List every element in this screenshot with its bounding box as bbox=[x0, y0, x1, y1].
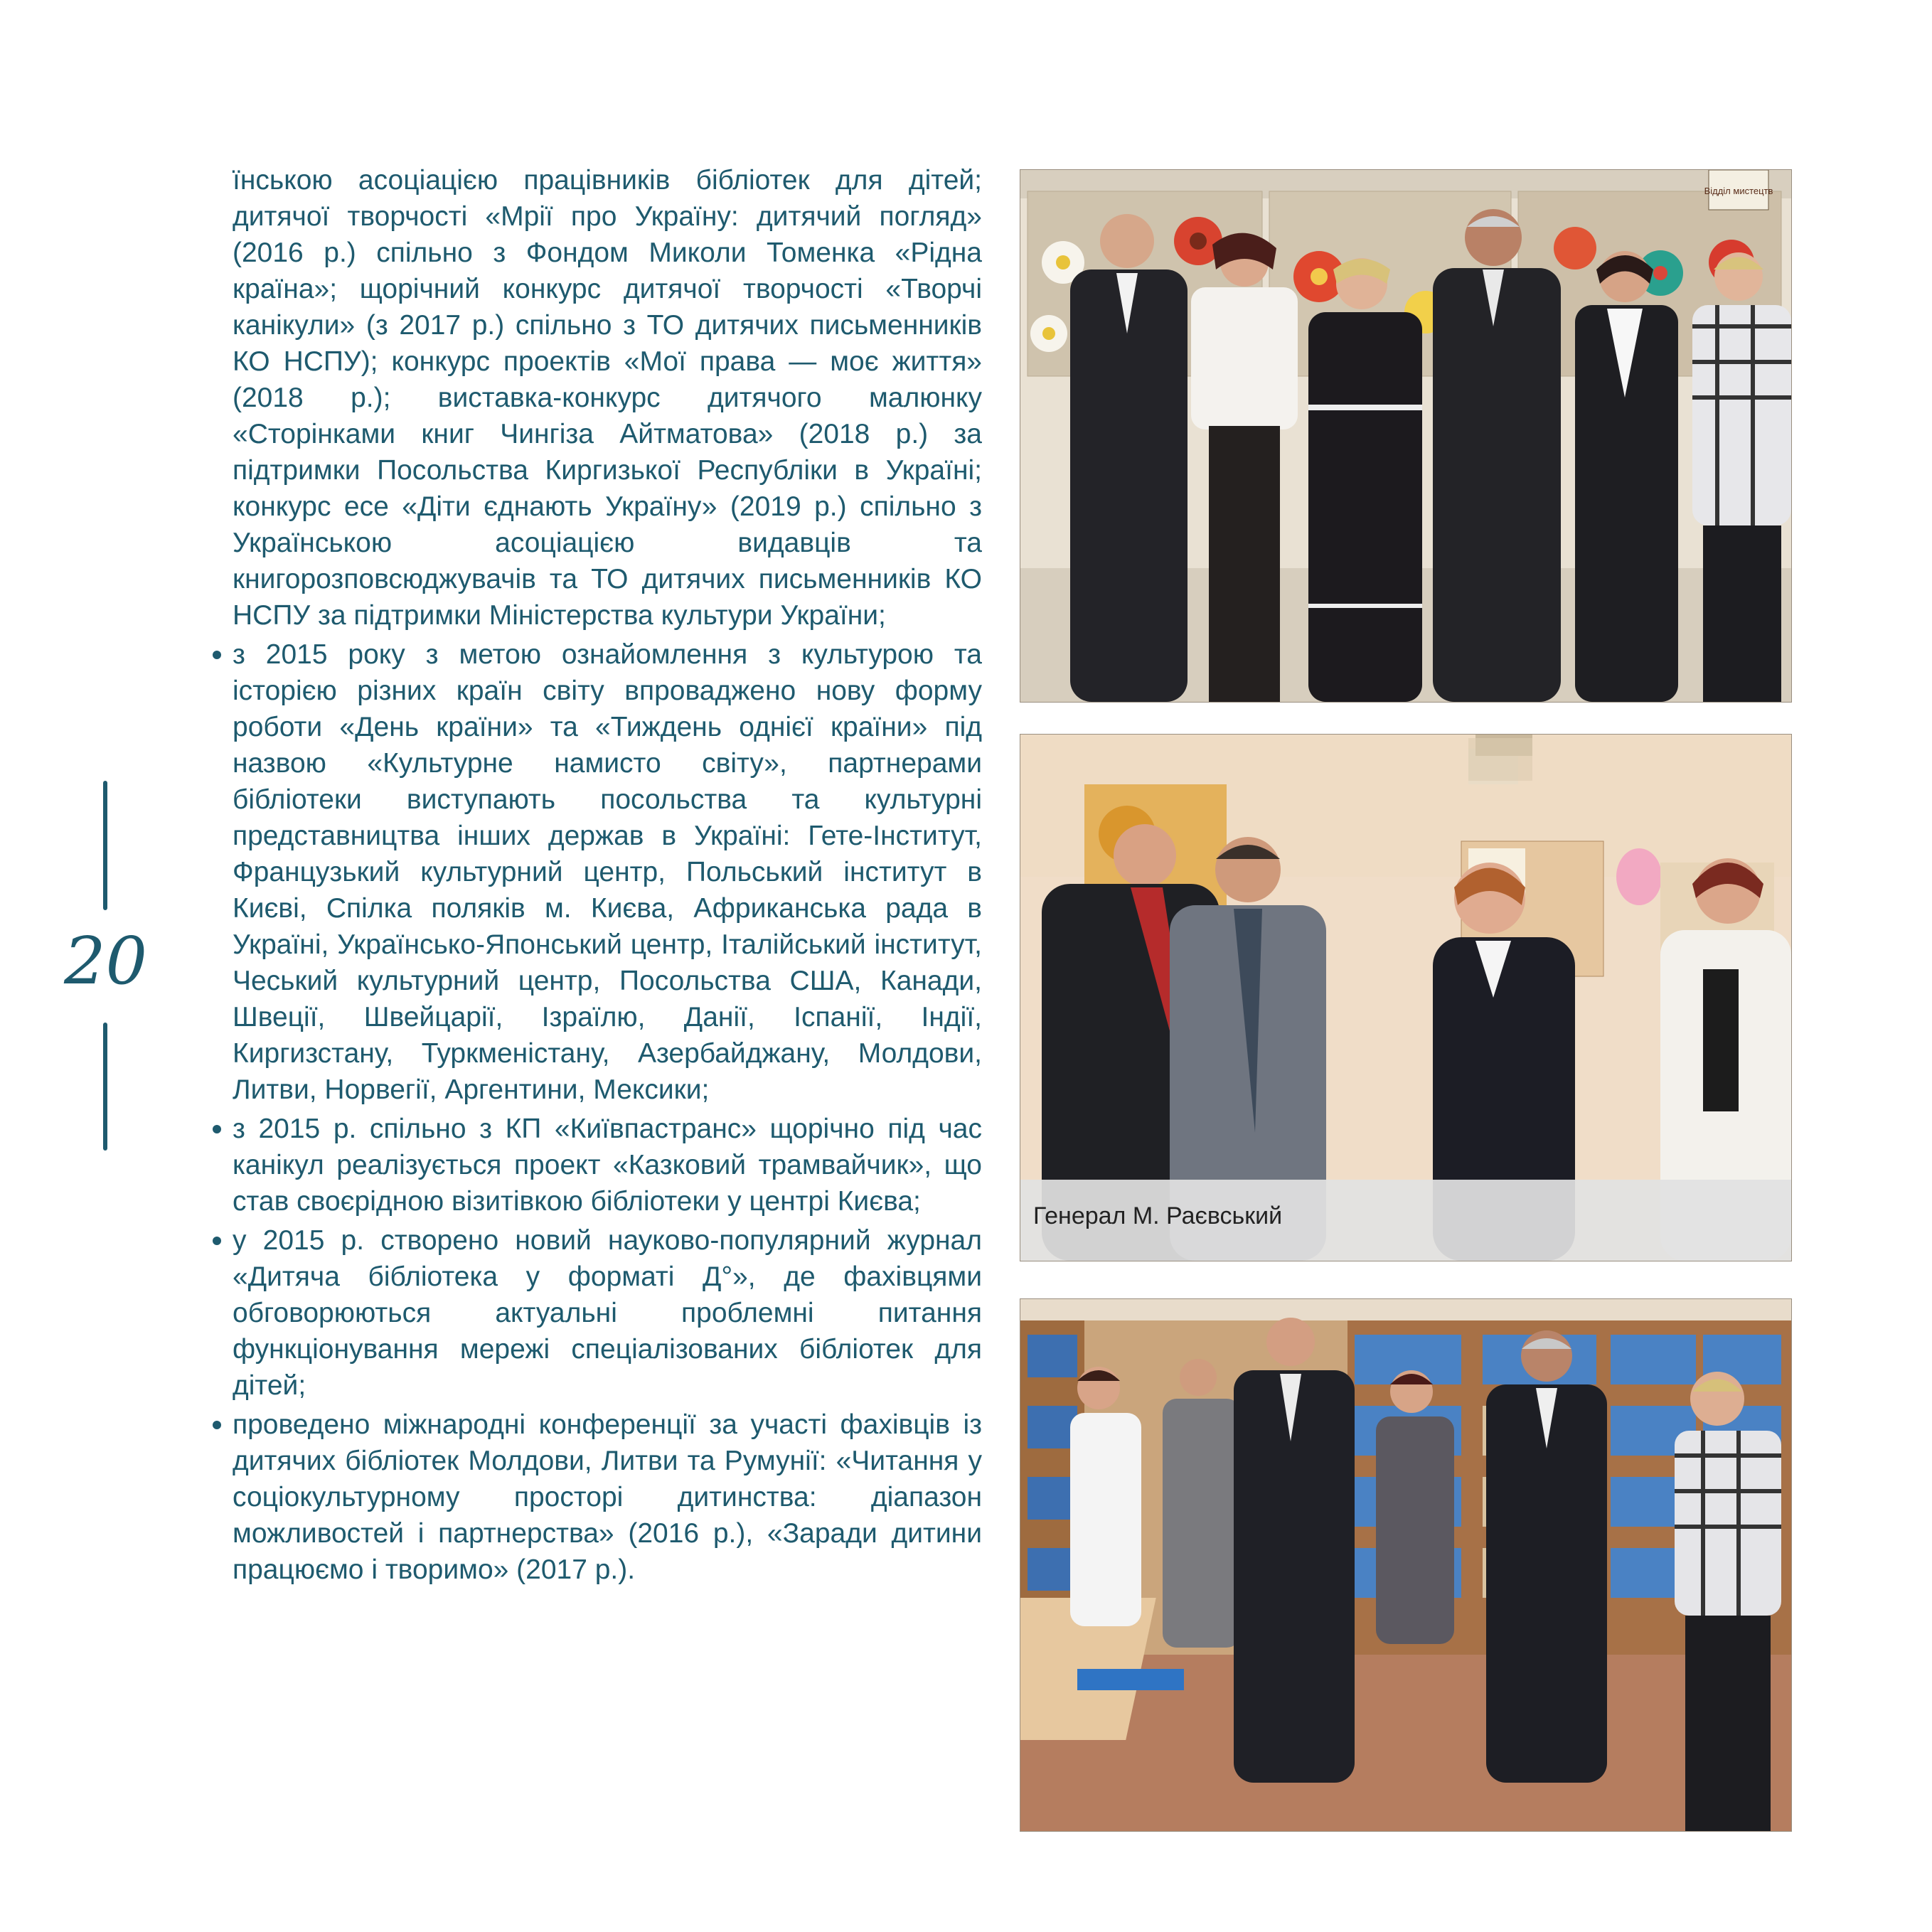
page-number: 20 bbox=[64, 923, 148, 999]
list-item bbox=[233, 636, 982, 1108]
conversation-photo bbox=[1020, 734, 1792, 1261]
person bbox=[1692, 252, 1791, 702]
page-rule-top bbox=[103, 781, 107, 910]
bullet-icon bbox=[213, 1421, 221, 1429]
list-item-text: з 2015 р. спільно з КП «Київпастранс» щорічно під час канікул реалізується проект «Казковий трамвайчик», що став своєрідною візитівкою бібліотеки у центрі Києва; bbox=[233, 1114, 982, 1217]
bullet-list bbox=[233, 636, 982, 1588]
person bbox=[1675, 1372, 1781, 1831]
library-visit-photo-image bbox=[1020, 1299, 1791, 1831]
list-item bbox=[233, 1407, 982, 1588]
person bbox=[1070, 214, 1188, 702]
list-item-text: у 2015 р. створено новий науково-популярний журнал «Дитяча бібліотека у форматі Д°», де фахівцями обговорюються актуальні проблемні питання функціонування мережі спеціалізованих бібліотек для дітей; bbox=[233, 1225, 982, 1401]
list-item-text: з 2015 року з метою ознайомлення з культурою та історією різних країн світу впроваджено нову форму роботи «День країни» та «Тиждень однієї країни» під назвою «Культурне намисто світу», партнерами бібліотеки виступають посольства та культурні представництва інших держав в Україні: Гете-Інститут, Французький культурний центр, Польський інститут в Києві, Спілка поляків м. Києва, Африканська рада в Україні, Українсько-Японський центр, Італійський інститут, Чеський культурний центр, Посольства США, Канади, Швеції, Швейцарії, Ізраїлю, Данії, Іспанії, Індії, Киргизстану, Туркменістану, Азербайджану, Молдови, Литви, Норвегії, Аргентини, Мексики; bbox=[233, 639, 982, 1105]
bullet-icon bbox=[213, 1125, 221, 1133]
text-column bbox=[233, 162, 982, 1588]
person bbox=[1308, 258, 1422, 702]
library-visit-photo bbox=[1020, 1298, 1792, 1832]
bullet-icon bbox=[213, 651, 221, 659]
photo-caption: Генерал М. Раєвський bbox=[1033, 1202, 1283, 1229]
intro-paragraph: їнською асоціацією працівників бібліотек для дітей; дитячої творчості «Мрії про Україну: дитячий погляд» (2016 р.) спільно з Фондом Миколи Томенка «Рідна країна»; щорічний конкурс дитячої творчості «Творчі канікули» (з 2017 р.) спільно з ТО дитячих письменників КО НСПУ); конкурс проектів «Мої права — моє життя» (2018 р.); виставка-конкурс дитячого малюнку «Сторінками книг Чингіза Айтматова» (2018 р.) за підтримки Посольства Киргизької Республіки в Україні; конкурс есе «Діти єднають Україну» (2019 р.) спільно з Українською асоціацією видавців та книгорозповсюджувачів та ТО дитячих письменників КО НСПУ за підтримки Міністерства культури України; bbox=[233, 165, 982, 631]
person bbox=[1575, 251, 1678, 702]
page-number-block bbox=[57, 781, 156, 1161]
bullet-icon bbox=[213, 1237, 221, 1245]
list-item-text: проведено міжнародні конференції за участі фахівців із дитячих бібліотек Молдови, Литви та Румунії: «Читання у соціокультурному просторі дитинства: діапазон можливостей і партнерства» (2016 р.), «Заради дитини працюємо і творимо» (2017 р.). bbox=[233, 1409, 982, 1585]
list-item bbox=[233, 1222, 982, 1404]
person bbox=[1486, 1330, 1607, 1783]
group-photo-exhibition-image bbox=[1020, 170, 1791, 702]
person bbox=[1234, 1318, 1355, 1783]
person bbox=[1433, 209, 1561, 702]
list-item bbox=[233, 1111, 982, 1219]
conversation-photo-image bbox=[1020, 735, 1791, 1261]
photo-sign-text: Відділ мистецтв bbox=[1704, 186, 1773, 196]
page-rule-bottom bbox=[103, 1023, 107, 1151]
group-photo-exhibition bbox=[1020, 169, 1792, 703]
person bbox=[1163, 1359, 1241, 1648]
